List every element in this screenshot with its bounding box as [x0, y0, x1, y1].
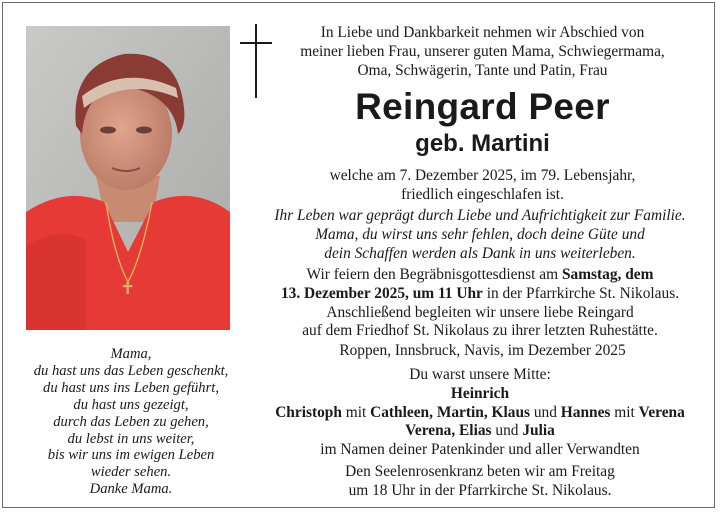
mourner-spouse: Heinrich: [450, 384, 510, 402]
relatives-line: im Namen deiner Patenkinder und aller Verwandten: [320, 441, 640, 459]
poem-line: du hast uns gezeigt,: [73, 396, 189, 413]
maiden-name: geb. Martini: [415, 130, 550, 157]
mourners-list: [255, 366, 705, 501]
service-line-1: [255, 266, 705, 285]
mourner-name: Hannes: [560, 403, 611, 421]
death-notice: [280, 167, 685, 205]
place-date: Roppen, Innsbruck, Navis, im Dezember 2025: [339, 342, 626, 359]
poem-line: durch das Leben zu gehen,: [53, 413, 209, 430]
mourner-name: Verena, Elias: [405, 422, 492, 440]
intro-line: meiner lieben Frau, unserer guten Mama, Schwiegermama,: [300, 42, 665, 60]
connector-word: mit: [341, 403, 371, 421]
mourner-name: Verena: [638, 403, 685, 421]
tribute-line: Mama, du wirst uns sehr fehlen, doch deine Güte und: [315, 225, 645, 243]
service-intro: Wir feiern den Begräbnisgottesdienst am: [306, 266, 562, 283]
poem-line: Danke Mama.: [89, 481, 173, 498]
death-line: welche am 7. Dezember 2025, im 79. Lebensjahr,: [329, 167, 636, 184]
poem-line: du hast uns ins Leben geführt,: [43, 379, 219, 396]
tribute-line: dein Schaffen werden als Dank in uns weiterleben.: [324, 244, 636, 262]
service-location: in der Pfarrkirche St. Nikolaus.: [482, 284, 680, 302]
intro-text: [280, 24, 685, 80]
service-date-time: 13. Dezember 2025, um 11 Uhr: [280, 284, 483, 302]
rosary-line: Den Seelenrosenkranz beten wir am Freitag: [345, 462, 615, 480]
mourners-children: [255, 404, 705, 423]
mourners-heading: Du warst unsere Mitte:: [409, 366, 551, 383]
tribute-text: [255, 207, 705, 263]
poem-line: Mama,: [110, 346, 152, 362]
service-day: Samstag, dem: [561, 266, 654, 283]
portrait-image: [26, 26, 230, 330]
connector-word: und: [491, 422, 523, 440]
intro-line: Oma, Schwägerin, Tante und Patin, Frau: [357, 61, 608, 79]
deceased-name: Reingard Peer: [355, 86, 610, 127]
mourner-name: Cathleen, Martin, Klaus: [370, 403, 531, 421]
mourner-name: Julia: [522, 422, 555, 440]
portrait-photo: [26, 26, 230, 330]
intro-line: In Liebe und Dankbarkeit nehmen wir Abschied von: [320, 24, 645, 41]
poem-line: bis wir uns im ewigen Leben: [47, 447, 215, 464]
rosary-line: um 18 Uhr in der Pfarrkirche St. Nikolaus.: [348, 481, 612, 499]
mourners-grandchildren: [255, 422, 705, 441]
service-line-3: Anschließend begleiten wir unsere liebe Reingard: [326, 303, 634, 321]
tribute-line: Ihr Leben war geprägt durch Liebe und Aufrichtigkeit zur Familie.: [274, 207, 686, 224]
connector-word: mit: [610, 403, 639, 421]
poem: [6, 346, 256, 498]
mourner-name: Christoph: [275, 403, 342, 421]
latin-cross-icon: [240, 24, 272, 98]
poem-line: du hast uns das Leben geschenkt,: [33, 362, 229, 379]
death-line: friedlich eingeschlafen ist.: [401, 185, 564, 203]
service-line-4: auf dem Friedhof St. Nikolaus zu ihrer letzten Ruhestätte.: [302, 322, 658, 340]
service-line-2: [255, 285, 705, 304]
funeral-service: [255, 266, 705, 341]
connector-word: und: [530, 403, 561, 421]
poem-line: wieder sehen.: [90, 464, 172, 481]
poem-line: du lebst in uns weiter,: [67, 430, 195, 447]
